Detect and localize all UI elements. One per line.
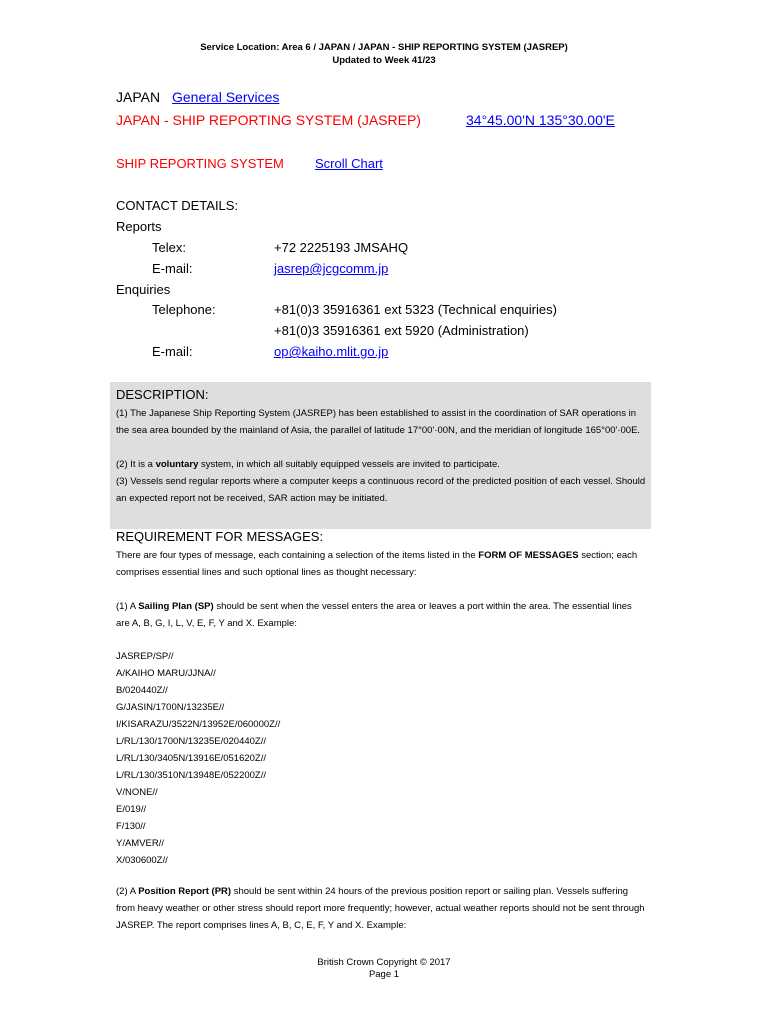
enquiries-email-label: E-mail: — [152, 344, 193, 359]
example-line: JASREP/SP// — [116, 651, 174, 662]
page-number: Page 1 — [368, 969, 400, 980]
ship-reporting-system-label: SHIP REPORTING SYSTEM — [116, 156, 284, 171]
example-line: L/RL/130/1700N/13235E/020440Z// — [116, 736, 267, 747]
description-paragraph-3: (3) Vessels send regular reports where a computer keeps a continuous record of the predicted position of each vessel. Should an expected report not be received, SAR action may be initiated. — [116, 476, 646, 504]
country-title: JAPAN — [116, 89, 161, 105]
telephone-label: Telephone: — [152, 302, 216, 317]
coordinates-link[interactable]: 34°45.00'N 135°30.00'E — [466, 112, 615, 128]
position-report-text: should be sent within 24 hours of the previous position report or sailing plan. Vessels suffering from heavy weather or other stress should report more frequently; however, actual weather reports should not be sent through JASREP. The report comprises lines A, B, C, E, F, Y and X. Example: — [116, 886, 645, 931]
telephone-technical: +81(0)3 35916361 ext 5323 (Technical enquiries) — [274, 302, 557, 317]
reports-email-link[interactable]: jasrep@jcgcomm.jp — [274, 261, 389, 276]
description-paragraph-1: (1) The Japanese Ship Reporting System (JASREP) has been established to assist in the coordination of SAR operations in the sea area bounded by the mainland of Asia, the parallel of latitude 17°00'·00N, and the meridian of longitude 165°00'·00E. — [116, 408, 641, 436]
telex-label: Telex: — [152, 240, 186, 255]
example-line: E/019// — [116, 804, 147, 815]
example-line: L/RL/130/3405N/13916E/051620Z// — [116, 753, 267, 764]
requirements-heading: REQUIREMENT FOR MESSAGES: — [116, 529, 324, 544]
enquiries-email-link[interactable]: op@kaiho.mlit.go.jp — [274, 344, 389, 359]
position-report-paragraph — [116, 883, 648, 934]
telex-value: +72 2225193 JMSAHQ — [274, 240, 409, 255]
sailing-plan-paragraph — [116, 598, 648, 632]
page-header-title: Service Location: Area 6 / JAPAN / JAPAN - SHIP REPORTING SYSTEM (JASREP) — [200, 42, 568, 53]
description-paragraph-2 — [116, 456, 648, 473]
reports-label: Reports — [116, 219, 162, 234]
sailing-plan-emphasis: Sailing Plan (SP) — [138, 601, 214, 612]
form-of-messages-emphasis: FORM OF MESSAGES — [478, 550, 579, 561]
requirements-intro — [116, 547, 648, 581]
description-p2-text: (2) It is a — [116, 459, 156, 470]
page-header-updated: Updated to Week 41/23 — [332, 55, 436, 66]
copyright-footer: British Crown Copyright © 2017 — [317, 957, 451, 968]
enquiries-label: Enquiries — [116, 282, 171, 297]
description-p2-text-end: system, in which all suitably equipped vessels are invited to participate. — [198, 459, 500, 470]
example-line: L/RL/130/3510N/13948E/052200Z// — [116, 770, 267, 781]
example-line: I/KISARAZU/3522N/13952E/060000Z// — [116, 719, 281, 730]
system-title: JAPAN - SHIP REPORTING SYSTEM (JASREP) — [116, 112, 421, 128]
telephone-administration: +81(0)3 35916361 ext 5920 (Administration) — [274, 323, 529, 338]
example-line: G/JASIN/1700N/13235E// — [116, 702, 225, 713]
position-report-emphasis: Position Report (PR) — [138, 886, 232, 897]
sailing-plan-text: should be sent when the vessel enters the area or leaves a port within the area. The essential lines are A, B, G, I, L, V, E, F, Y and X. Example: — [116, 601, 632, 629]
voluntary-emphasis: voluntary — [155, 459, 199, 470]
example-line: A/KAIHO MARU/JJNA// — [116, 668, 216, 679]
description-heading: DESCRIPTION: — [116, 387, 209, 402]
general-services-link[interactable]: General Services — [172, 89, 280, 105]
example-line: V/NONE// — [116, 787, 158, 798]
requirements-intro-text: There are four types of message, each containing a selection of the items listed in the — [116, 550, 479, 561]
example-line: B/020440Z// — [116, 685, 168, 696]
contact-details-heading: CONTACT DETAILS: — [116, 198, 239, 213]
example-line: X/030600Z// — [116, 855, 168, 866]
requirements-intro-text-end: section; each comprises essential lines and such optional lines as thought necessary: — [116, 550, 638, 578]
position-report-prefix: (2) A — [116, 886, 139, 897]
sailing-plan-prefix: (1) A — [116, 601, 139, 612]
example-line: Y/AMVER// — [116, 838, 165, 849]
sailing-plan-example — [116, 648, 280, 869]
scroll-chart-link[interactable]: Scroll Chart — [315, 156, 383, 171]
example-line: F/130// — [116, 821, 146, 832]
reports-email-label: E-mail: — [152, 261, 193, 276]
